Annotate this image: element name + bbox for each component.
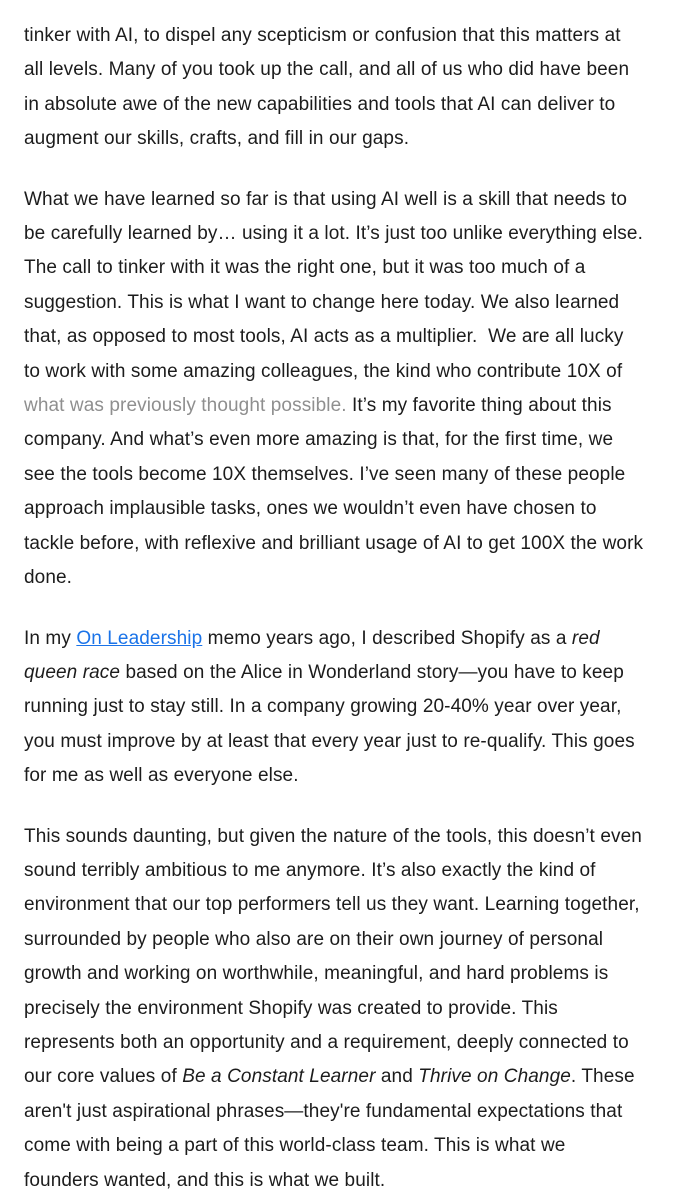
text-segment: running just to stay still. In a company growing 20-40% year over year, [24, 696, 622, 718]
text-line [24, 656, 665, 690]
text-segment: memo years ago, I described Shopify as a [202, 627, 572, 649]
text-line [24, 1164, 665, 1198]
text-line [24, 690, 665, 724]
text-line [24, 561, 665, 595]
muted-text-segment: what was previously thought possible. [24, 395, 347, 417]
text-line [24, 423, 665, 457]
text-segment: represents both an opportunity and a requirement, deeply connected to [24, 1031, 629, 1053]
text-segment: come with being a part of this world-class team. This is what we [24, 1135, 566, 1157]
text-line [24, 854, 665, 888]
text-line [24, 355, 665, 389]
text-segment: tinker with AI, to dispel any scepticism or confusion that this matters at [24, 25, 621, 46]
text-segment: for me as well as everyone else. [24, 765, 299, 787]
italic-text-segment: red [571, 627, 600, 649]
italic-text-segment: Thrive on Change [418, 1066, 571, 1088]
text-line [24, 53, 665, 87]
text-segment: The call to tinker with it was the right one, but it was too much of a [24, 257, 586, 279]
text-segment: to work with some amazing colleagues, the kind who contribute 10X of [24, 360, 623, 382]
text-segment: This sounds daunting, but given the nature of the tools, this doesn’t even [24, 825, 642, 847]
text-segment: surrounded by people who also are on their own journey of personal [24, 928, 604, 950]
text-segment: growth and working on worthwhile, meaningful, and hard problems is [24, 963, 609, 985]
text-segment: done. [24, 567, 73, 589]
text-line [24, 888, 665, 922]
text-segment: you must improve by at least that every year just to re-qualify. This goes [24, 730, 635, 752]
text-segment: see the tools become 10X themselves. I’ve seen many of these people [24, 463, 626, 485]
text-line [24, 320, 665, 354]
text-segment: and [375, 1066, 419, 1088]
text-line [24, 458, 665, 492]
text-segment: In my [24, 627, 77, 649]
text-segment: augment our skills, crafts, and fill in our gaps. [24, 128, 410, 150]
text-line [24, 492, 665, 526]
text-line [24, 19, 665, 53]
text-segment: approach implausible tasks, ones we wouldn’t even have chosen to [24, 498, 597, 520]
text-line [24, 217, 665, 251]
text-segment: based on the Alice in Wonderland story—you have to keep [120, 661, 624, 683]
text-segment: all levels. Many of you took up the call, and all of us who did have been [24, 59, 630, 81]
text-line [24, 1095, 665, 1129]
text-line [24, 286, 665, 320]
text-line [24, 725, 665, 759]
text-line [24, 527, 665, 561]
paragraph-4 [24, 820, 665, 1198]
text-line [24, 183, 665, 217]
paragraph-3 [24, 622, 665, 794]
text-line [24, 992, 665, 1026]
text-segment: our core values of [24, 1066, 183, 1088]
text-segment: in absolute awe of the new capabilities and tools that AI can deliver to [24, 93, 616, 115]
text-segment: founders wanted, and this is what we built. [24, 1169, 386, 1191]
text-line [24, 622, 665, 656]
paragraph-2 [24, 183, 665, 596]
text-segment: tackle before, with reflexive and brilliant usage of AI to get 100X the work [24, 532, 644, 554]
text-line [24, 1129, 665, 1163]
text-line [24, 923, 665, 957]
text-line [24, 759, 665, 793]
text-segment: that, as opposed to most tools, AI acts as a multiplier. We are all lucky [24, 326, 624, 348]
text-line [24, 957, 665, 991]
text-line [24, 1026, 665, 1060]
paragraph-1 [24, 19, 665, 157]
text-segment: environment that our top performers tell us they want. Learning together, [24, 894, 640, 916]
text-line [24, 88, 665, 122]
text-line [24, 389, 665, 423]
on-leadership-link[interactable]: On Leadership [76, 627, 203, 649]
text-line [24, 251, 665, 285]
text-segment: aren't just aspirational phrases—they're fundamental expectations that [24, 1100, 623, 1122]
text-segment: precisely the environment Shopify was created to provide. This [24, 997, 558, 1019]
text-segment: company. And what’s even more amazing is that, for the first time, we [24, 429, 614, 451]
italic-text-segment: Be a Constant Learner [182, 1066, 376, 1088]
text-segment: sound terribly ambitious to me anymore. It’s also exactly the kind of [24, 859, 596, 881]
text-line [24, 820, 665, 854]
text-line [24, 1060, 665, 1094]
text-segment: be carefully learned by… using it a lot. It’s just too unlike everything else. [24, 223, 643, 245]
text-line [24, 122, 665, 156]
text-segment: . These [570, 1066, 635, 1088]
text-segment: It’s my favorite thing about this [346, 395, 612, 417]
text-segment: suggestion. This is what I want to change here today. We also learned [24, 291, 620, 313]
text-segment: What we have learned so far is that using AI well is a skill that needs to [24, 188, 628, 210]
italic-text-segment: queen race [24, 661, 121, 683]
